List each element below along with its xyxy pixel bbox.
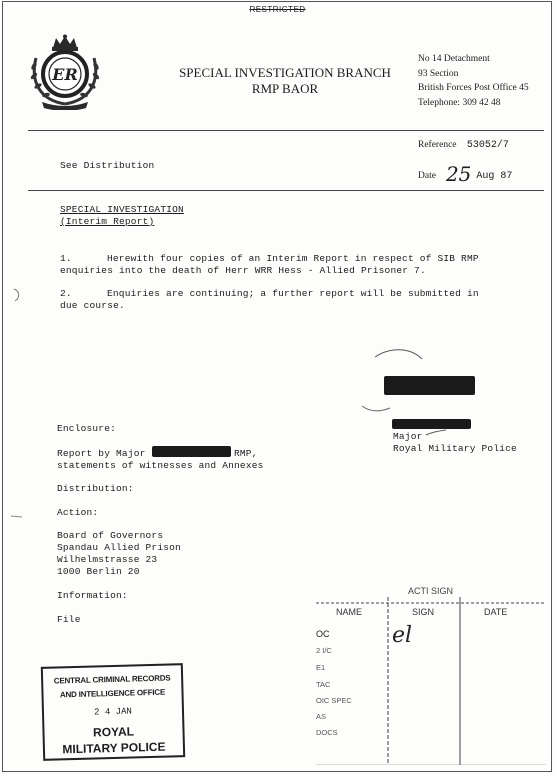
paragraph-text: due course. xyxy=(60,300,125,311)
svg-text:ER: ER xyxy=(52,65,78,84)
stamp-line: ROYAL xyxy=(92,724,135,740)
paragraph-text: enquiries into the death of Herr WRR Hess - Allied Prisoner 7. xyxy=(60,265,426,276)
signature-stroke xyxy=(424,428,450,438)
routing-row-label: TAC xyxy=(316,680,331,689)
routing-row-label: E1 xyxy=(316,663,326,672)
redacted-signature xyxy=(384,376,475,395)
classification-marking xyxy=(0,5,555,14)
routing-header-text: ACTI SIGN xyxy=(408,586,454,596)
classification-text: RESTRICTED xyxy=(249,5,306,14)
enclosure-line-suffix: RMP, xyxy=(234,448,258,459)
address-line: British Forces Post Office 45 xyxy=(418,83,529,93)
punch-hole-mark xyxy=(12,286,26,304)
action-address-line: Wilhelmstrasse 23 xyxy=(57,554,158,565)
routing-row-label: OIC SPEC xyxy=(316,696,352,705)
action-address-line: Board of Governors xyxy=(57,530,164,541)
date-month-year: Aug 87 xyxy=(476,171,513,182)
distribution-heading: Distribution: xyxy=(57,483,134,494)
signatory-rank: Major xyxy=(393,431,423,442)
action-address-line: Spandau Allied Prison xyxy=(57,542,181,553)
signature-stroke xyxy=(360,400,400,416)
stamp-line: CENTRAL CRIMINAL RECORDS xyxy=(53,673,171,686)
routing-row-label: AS xyxy=(316,712,327,721)
enclosure-line-prefix: Report by Major xyxy=(57,448,146,459)
unit-line-2: RMP BAOR xyxy=(251,81,319,96)
date-line xyxy=(418,162,512,186)
paragraph-number: 2. xyxy=(60,288,72,299)
handwritten-initials: el xyxy=(392,623,413,648)
routing-table xyxy=(316,585,546,765)
subject-subheading: (Interim Report) xyxy=(60,216,155,227)
stamp-line: MILITARY POLICE xyxy=(62,739,166,757)
paragraph-text: Herewith four copies of an Interim Report in respect of SIB RMP xyxy=(107,253,479,264)
signature-stroke xyxy=(370,345,430,365)
unit-line-1: SPECIAL INVESTIGATION BRANCH xyxy=(179,65,391,80)
stamp-line: AND INTELLIGENCE OFFICE xyxy=(59,687,166,700)
paragraph-text: Enquiries are continuing; a further report will be submitted in xyxy=(107,288,479,299)
stamp-date: 2 4 JAN xyxy=(93,706,133,718)
royal-military-police-crest xyxy=(22,34,108,110)
action-address-line: 1000 Berlin 20 xyxy=(57,566,140,577)
address-block xyxy=(418,52,529,110)
ref-divider xyxy=(28,190,544,191)
routing-row-label: 2 I/C xyxy=(316,646,332,655)
reference-label: Reference xyxy=(418,140,457,150)
received-stamp xyxy=(41,663,185,761)
reference-value: 53052/7 xyxy=(466,140,509,151)
address-line: Telephone: 309 42 48 xyxy=(418,97,501,108)
column-header-name: NAME xyxy=(336,607,363,617)
redacted-major-name xyxy=(152,446,231,457)
address-line: 93 Section xyxy=(418,68,459,79)
signatory-unit: Royal Military Police xyxy=(393,443,517,454)
margin-mark xyxy=(10,513,24,519)
address-line: No 14 Detachment xyxy=(418,54,490,64)
date-day-handwritten: 25 xyxy=(445,162,472,186)
subject-heading: SPECIAL INVESTIGATION xyxy=(60,204,184,215)
reference-line xyxy=(418,140,509,151)
header-divider xyxy=(28,130,544,131)
routing-row-label: OC xyxy=(316,629,330,639)
routing-row-label: DOCS xyxy=(316,728,338,737)
column-header-sign: SIGN xyxy=(412,607,435,617)
paragraph-number: 1. xyxy=(60,253,72,264)
information-heading: Information: xyxy=(57,590,128,601)
unit-heading xyxy=(150,65,420,97)
enclosure-line: statements of witnesses and Annexes xyxy=(57,460,264,471)
action-heading: Action: xyxy=(57,507,99,518)
file-label: File xyxy=(57,614,81,625)
recipient-line: See Distribution xyxy=(60,160,155,171)
date-label: Date xyxy=(418,171,436,181)
column-header-date: DATE xyxy=(484,607,508,617)
enclosure-heading: Enclosure: xyxy=(57,423,117,434)
